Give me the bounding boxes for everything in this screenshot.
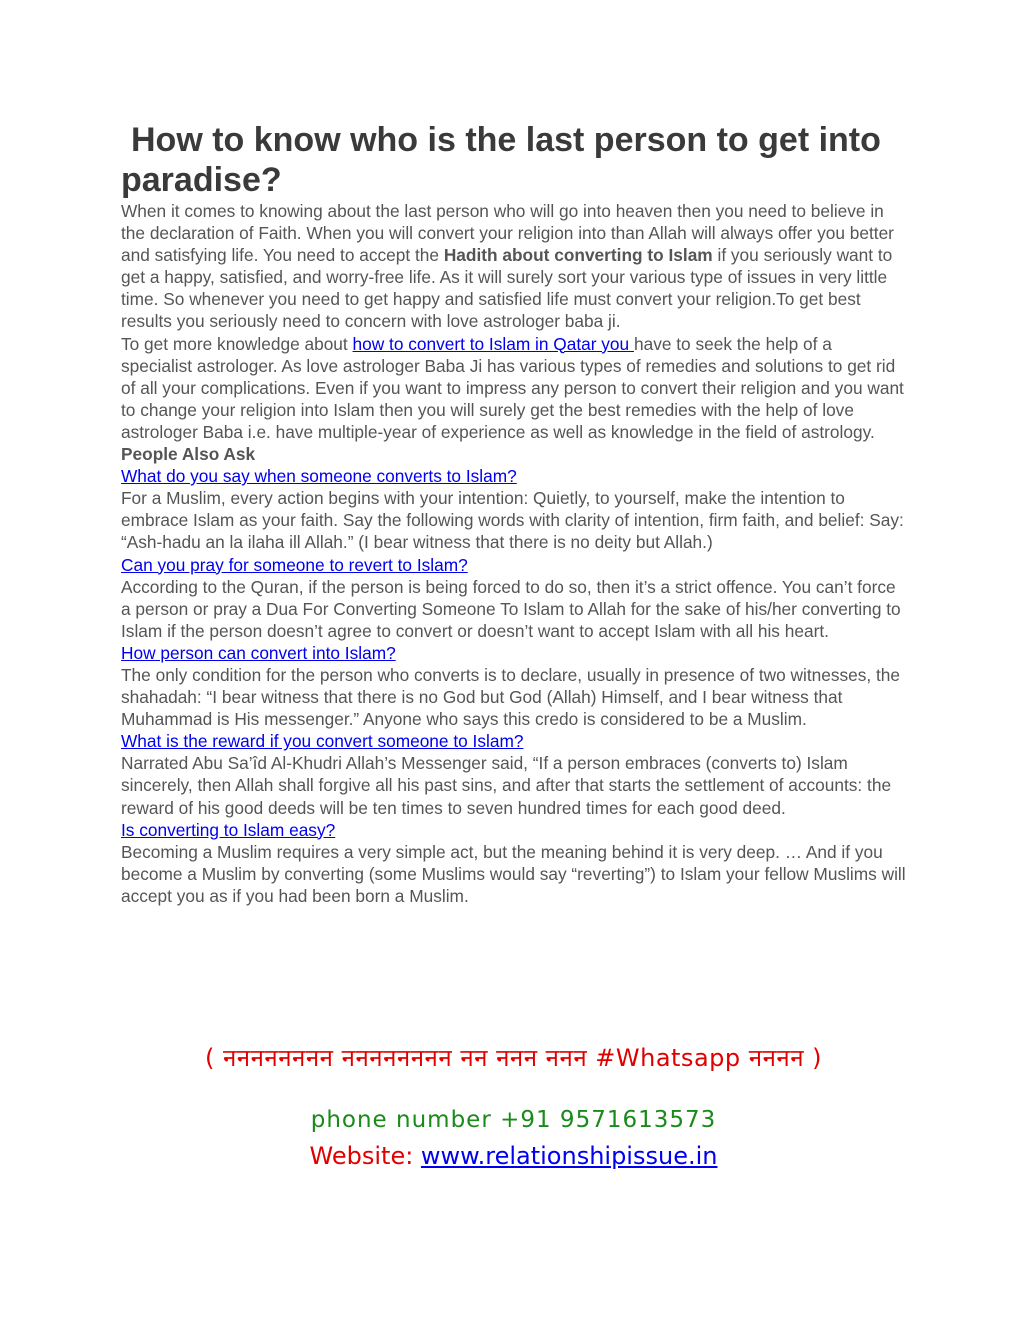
faq-item: [121, 819, 906, 907]
faq-answer: According to the Quran, if the person is being forced to do so, then it’s a strict offence. You can’t force a person or pray a Dua For Converting Someone To Islam to Allah for the sake of his/her converting to Islam if the person doesn’t agree to convert or doesn’t want to accept Islam with all his heart.: [121, 576, 901, 641]
hadith-bold-text: Hadith about converting to Islam: [443, 245, 713, 266]
page-title: [121, 120, 906, 200]
phone-number: phone number +91 9571613573: [310, 1107, 717, 1133]
faq-item: [121, 465, 906, 553]
faq-question-link[interactable]: What do you say when someone converts to Islam?: [121, 466, 517, 487]
faq-item: [121, 642, 906, 730]
faq-answer: Narrated Abu Sa’îd Al-Khudri Allah’s Messenger said, “If a person embraces (converts to) Islam sincerely, then Allah shall forgive all his past sins, and after that starts the settlement of accounts: the reward of his good deeds will be ten times to seven hundred times for each good deed.: [121, 753, 892, 818]
faq-question-link[interactable]: How person can convert into Islam?: [121, 642, 396, 663]
people-also-ask-heading: People Also Ask: [121, 444, 256, 465]
faq-question-link[interactable]: Is converting to Islam easy?: [121, 819, 336, 840]
intro-paragraph-1: When it comes to knowing about the last person who will go into heaven then you need to believe in the declaration of Faith. When you will convert your religion into than Allah will always offer you better and satisfying life. You need to accept the Hadith about converting to Islam if you seriously want to get a happy, satisfied, and worry-free life. As it will surely sort your various type of issues in very little time. So whenever you need to get happy and satisfied life must convert your religion.To get best results you seriously need to concern with love astrologer baba ji.: [121, 201, 894, 332]
faq-question-link[interactable]: What is the reward if you convert someone to Islam?: [121, 731, 524, 752]
document-page: [121, 120, 906, 907]
faq-item: [121, 554, 906, 642]
website-link[interactable]: www.relationshipissue.in: [420, 1142, 718, 1170]
qatar-convert-link[interactable]: how to convert to Islam in Qatar you: [352, 333, 634, 354]
website-line: [121, 1140, 906, 1172]
intro-paragraph-2: To get more knowledge about how to convert to Islam in Qatar you have to seek the help of a specialist astrologer. As love astrologer Baba Ji has various types of remedies and solutions to get rid of all your complications. Even if you want to impress any person to convert their religion and you want to change your religion into Islam then you will surely get the best remedies with the help of love astrologer Baba i.e. have multiple-year of experience as well as knowledge in the field of astrology.: [121, 333, 904, 442]
faq-item: [121, 730, 906, 818]
faq-answer: The only condition for the person who converts is to declare, usually in presence of two witnesses, the shahadah: “I bear witness that there is no God but God (Allah) Himself, and I bear witness that Muhammad is His messenger.” Anyone who says this credo is considered to be a Muslim.: [121, 664, 901, 730]
faq-question-link[interactable]: Can you pray for someone to revert to Islam?: [121, 554, 468, 575]
faq-answer: For a Muslim, every action begins with your intention: Quietly, to yourself, make the intention to embrace Islam as your faith. Say the following words with clarity of intention, firm faith, and belief: Say: “Ash-hadu an la ilaha ill Allah.” (I bear witness that there is no deity but Allah.): [121, 488, 904, 553]
website-label: Website:: [309, 1142, 421, 1170]
article-body: [121, 200, 906, 907]
whatsapp-line: ( नननननननन नननननननन नन ननन ननन #Whatsapp नननन ): [204, 1044, 823, 1072]
faq-answer: Becoming a Muslim requires a very simple act, but the meaning behind it is very deep. … And if you become a Muslim by converting (some Muslims would say “reverting”) to Islam your fellow Muslims will accept you as if you had been born a Muslim.: [121, 841, 906, 906]
page-title-text: How to know who is the last person to get into paradise?: [121, 121, 881, 199]
